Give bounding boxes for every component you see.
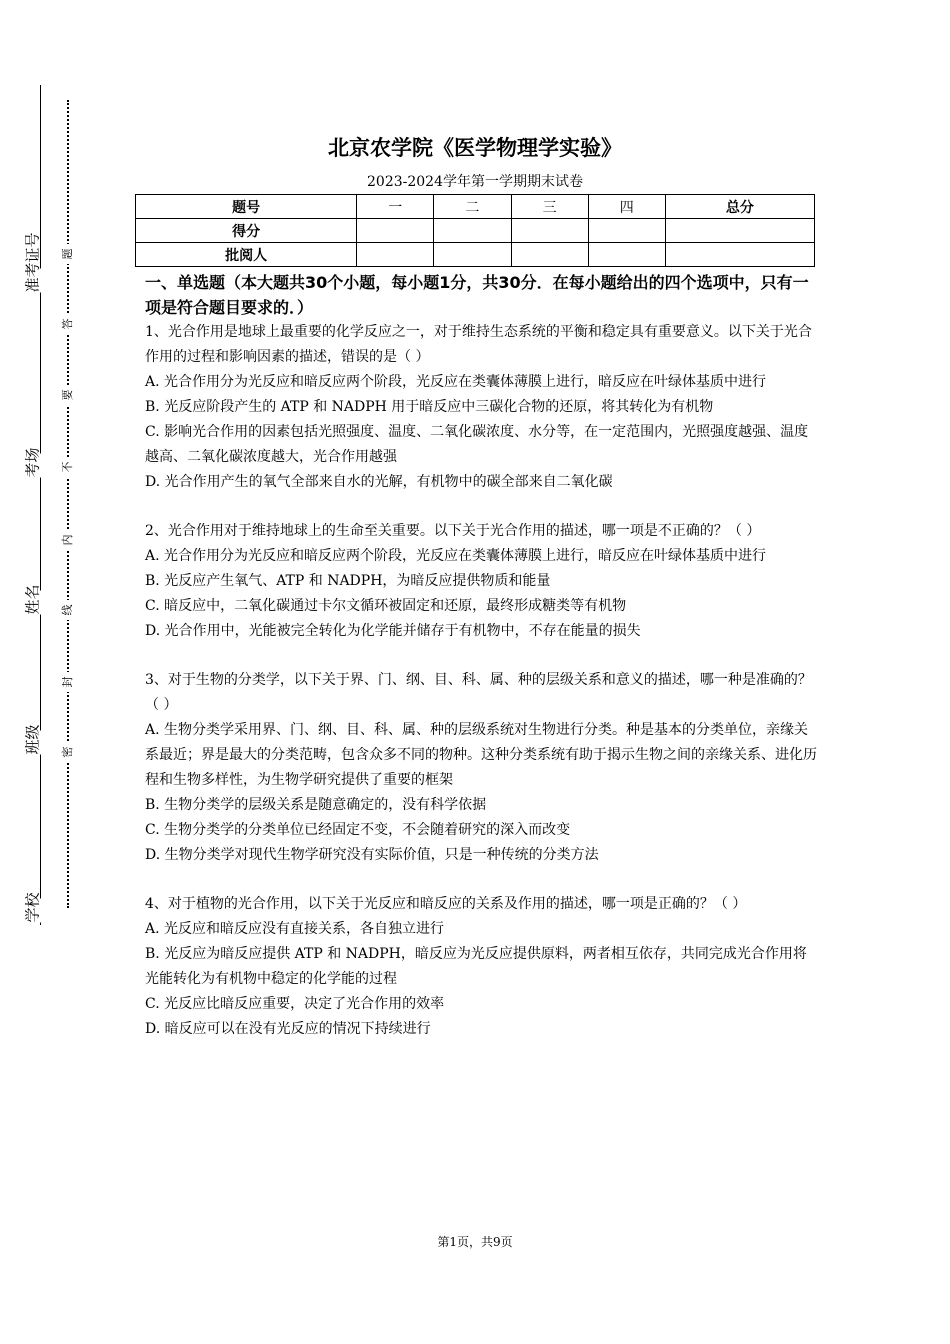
option-a[interactable]: A. 生物分类学采用界、门、纲、目、科、属、种的层级系统对生物进行分类。种是基本的分类单位，亲缘关系最近；界是最大的分类范畴，包含众多不同的物种。这种分类系统有助于揭示生物之间的亲缘关系、进化历程和生物多样性，为生物学研究提供了重要的框架 xyxy=(145,722,817,788)
seal-char: 密 xyxy=(61,742,75,762)
score-row xyxy=(136,219,815,243)
column-header: 题号 xyxy=(136,195,357,219)
option-c[interactable]: C. 生物分类学的分类单位已经固定不变，不会随着研究的深入而改变 xyxy=(145,822,571,838)
seal-char: 题 xyxy=(61,244,75,264)
question-1 xyxy=(145,320,817,495)
grader-cell[interactable] xyxy=(434,243,511,267)
seal-char: 线 xyxy=(61,600,75,620)
column-header: 一 xyxy=(357,195,434,219)
section-heading: 一、单选题（本大题共30个小题，每小题1分，共30分．在每小题给出的四个选项中，只有一项是符合题目要求的．） xyxy=(145,273,809,317)
option-c[interactable]: C. 影响光合作用的因素包括光照强度、温度、二氧化碳浓度、水分等，在一定范围内，光照强度越强、温度越高、二氧化碳浓度越大，光合作用越强 xyxy=(145,424,809,465)
field-label-exam-room: 考场 xyxy=(23,447,42,478)
column-header: 二 xyxy=(434,195,511,219)
column-header: 总分 xyxy=(665,195,814,219)
seal-line xyxy=(67,100,69,908)
field-label-exam-number: 准考证号 xyxy=(23,232,42,293)
question-stem: 4、对于植物的光合作用，以下关于光反应和暗反应的关系及作用的描述，哪一项是正确的？（ ） xyxy=(145,896,747,912)
question-3 xyxy=(145,668,817,868)
grader-cell[interactable] xyxy=(511,243,588,267)
score-table-header-row xyxy=(136,195,815,219)
score-cell[interactable] xyxy=(357,219,434,243)
question-2 xyxy=(145,519,817,644)
option-b[interactable]: B. 光反应为暗反应提供 ATP 和 NADPH，暗反应为光反应提供原料，两者相互依存，共同完成光合作用将光能转化为有机物中稳定的化学能的过程 xyxy=(145,946,807,987)
column-header: 三 xyxy=(511,195,588,219)
option-a[interactable]: A. 光合作用分为光反应和暗反应两个阶段，光反应在类囊体薄膜上进行，暗反应在叶绿体基质中进行 xyxy=(145,374,767,390)
score-cell[interactable] xyxy=(588,219,665,243)
option-d[interactable]: D. 暗反应可以在没有光反应的情况下持续进行 xyxy=(145,1021,431,1037)
page-number: 第1页，共9页 xyxy=(437,1235,513,1249)
question-4 xyxy=(145,892,817,1042)
option-d[interactable]: D. 生物分类学对现代生物学研究没有实际价值，只是一种传统的分类方法 xyxy=(145,847,599,863)
question-stem: 3、对于生物的分类学，以下关于界、门、纲、目、科、属、种的层级关系和意义的描述，哪一种是准确的？（ ） xyxy=(145,672,812,713)
option-a[interactable]: A. 光合作用分为光反应和暗反应两个阶段，光反应在类囊体薄膜上进行，暗反应在叶绿体基质中进行 xyxy=(145,548,767,564)
row-label: 批阅人 xyxy=(136,243,357,267)
field-label-class: 班级 xyxy=(23,724,42,755)
seal-char: 内 xyxy=(61,530,75,550)
grader-row xyxy=(136,243,815,267)
option-d[interactable]: D. 光合作用产生的氧气全部来自水的光解，有机物中的碳全部来自二氧化碳 xyxy=(145,474,613,490)
option-b[interactable]: B. 光反应产生氧气、ATP 和 NADPH，为暗反应提供物质和能量 xyxy=(145,573,551,589)
grader-cell[interactable] xyxy=(588,243,665,267)
binding-line xyxy=(40,85,41,925)
option-c[interactable]: C. 暗反应中，二氧化碳通过卡尔文循环被固定和还原，最终形成糖类等有机物 xyxy=(145,598,627,614)
field-label-school: 学校 xyxy=(23,892,42,923)
field-label-name: 姓名 xyxy=(23,584,42,615)
question-stem: 2、光合作用对于维持地球上的生命至关重要。以下关于光合作用的描述，哪一项是不正确的？（ ） xyxy=(145,523,761,539)
seal-char: 不 xyxy=(61,457,75,477)
question-stem: 1、光合作用是地球上最重要的化学反应之一，对于维持生态系统的平衡和稳定具有重要意义。以下关于光合作用的过程和影响因素的描述，错误的是（ ） xyxy=(145,324,812,365)
option-c[interactable]: C. 光反应比暗反应重要，决定了光合作用的效率 xyxy=(145,996,445,1012)
exam-subtitle: 2023-2024学年第一学期期末试卷 xyxy=(367,174,583,190)
score-table xyxy=(135,194,815,267)
seal-char: 答 xyxy=(61,314,75,334)
score-cell[interactable] xyxy=(434,219,511,243)
seal-char: 要 xyxy=(61,385,75,405)
seal-char: 封 xyxy=(61,672,75,692)
option-a[interactable]: A. 光反应和暗反应没有直接关系，各自独立进行 xyxy=(145,921,445,937)
option-b[interactable]: B. 生物分类学的层级关系是随意确定的，没有科学依据 xyxy=(145,797,487,813)
option-b[interactable]: B. 光反应阶段产生的 ATP 和 NADPH 用于暗反应中三碳化合物的还原，将其转化为有机物 xyxy=(145,399,714,415)
score-cell[interactable] xyxy=(665,219,814,243)
grader-cell[interactable] xyxy=(357,243,434,267)
row-label: 得分 xyxy=(136,219,357,243)
exam-title: 北京农学院《医学物理学实验》 xyxy=(328,136,622,160)
grader-cell[interactable] xyxy=(665,243,814,267)
column-header: 四 xyxy=(588,195,665,219)
score-cell[interactable] xyxy=(511,219,588,243)
exam-content xyxy=(145,270,817,1042)
option-d[interactable]: D. 光合作用中，光能被完全转化为化学能并储存于有机物中，不存在能量的损失 xyxy=(145,623,641,639)
